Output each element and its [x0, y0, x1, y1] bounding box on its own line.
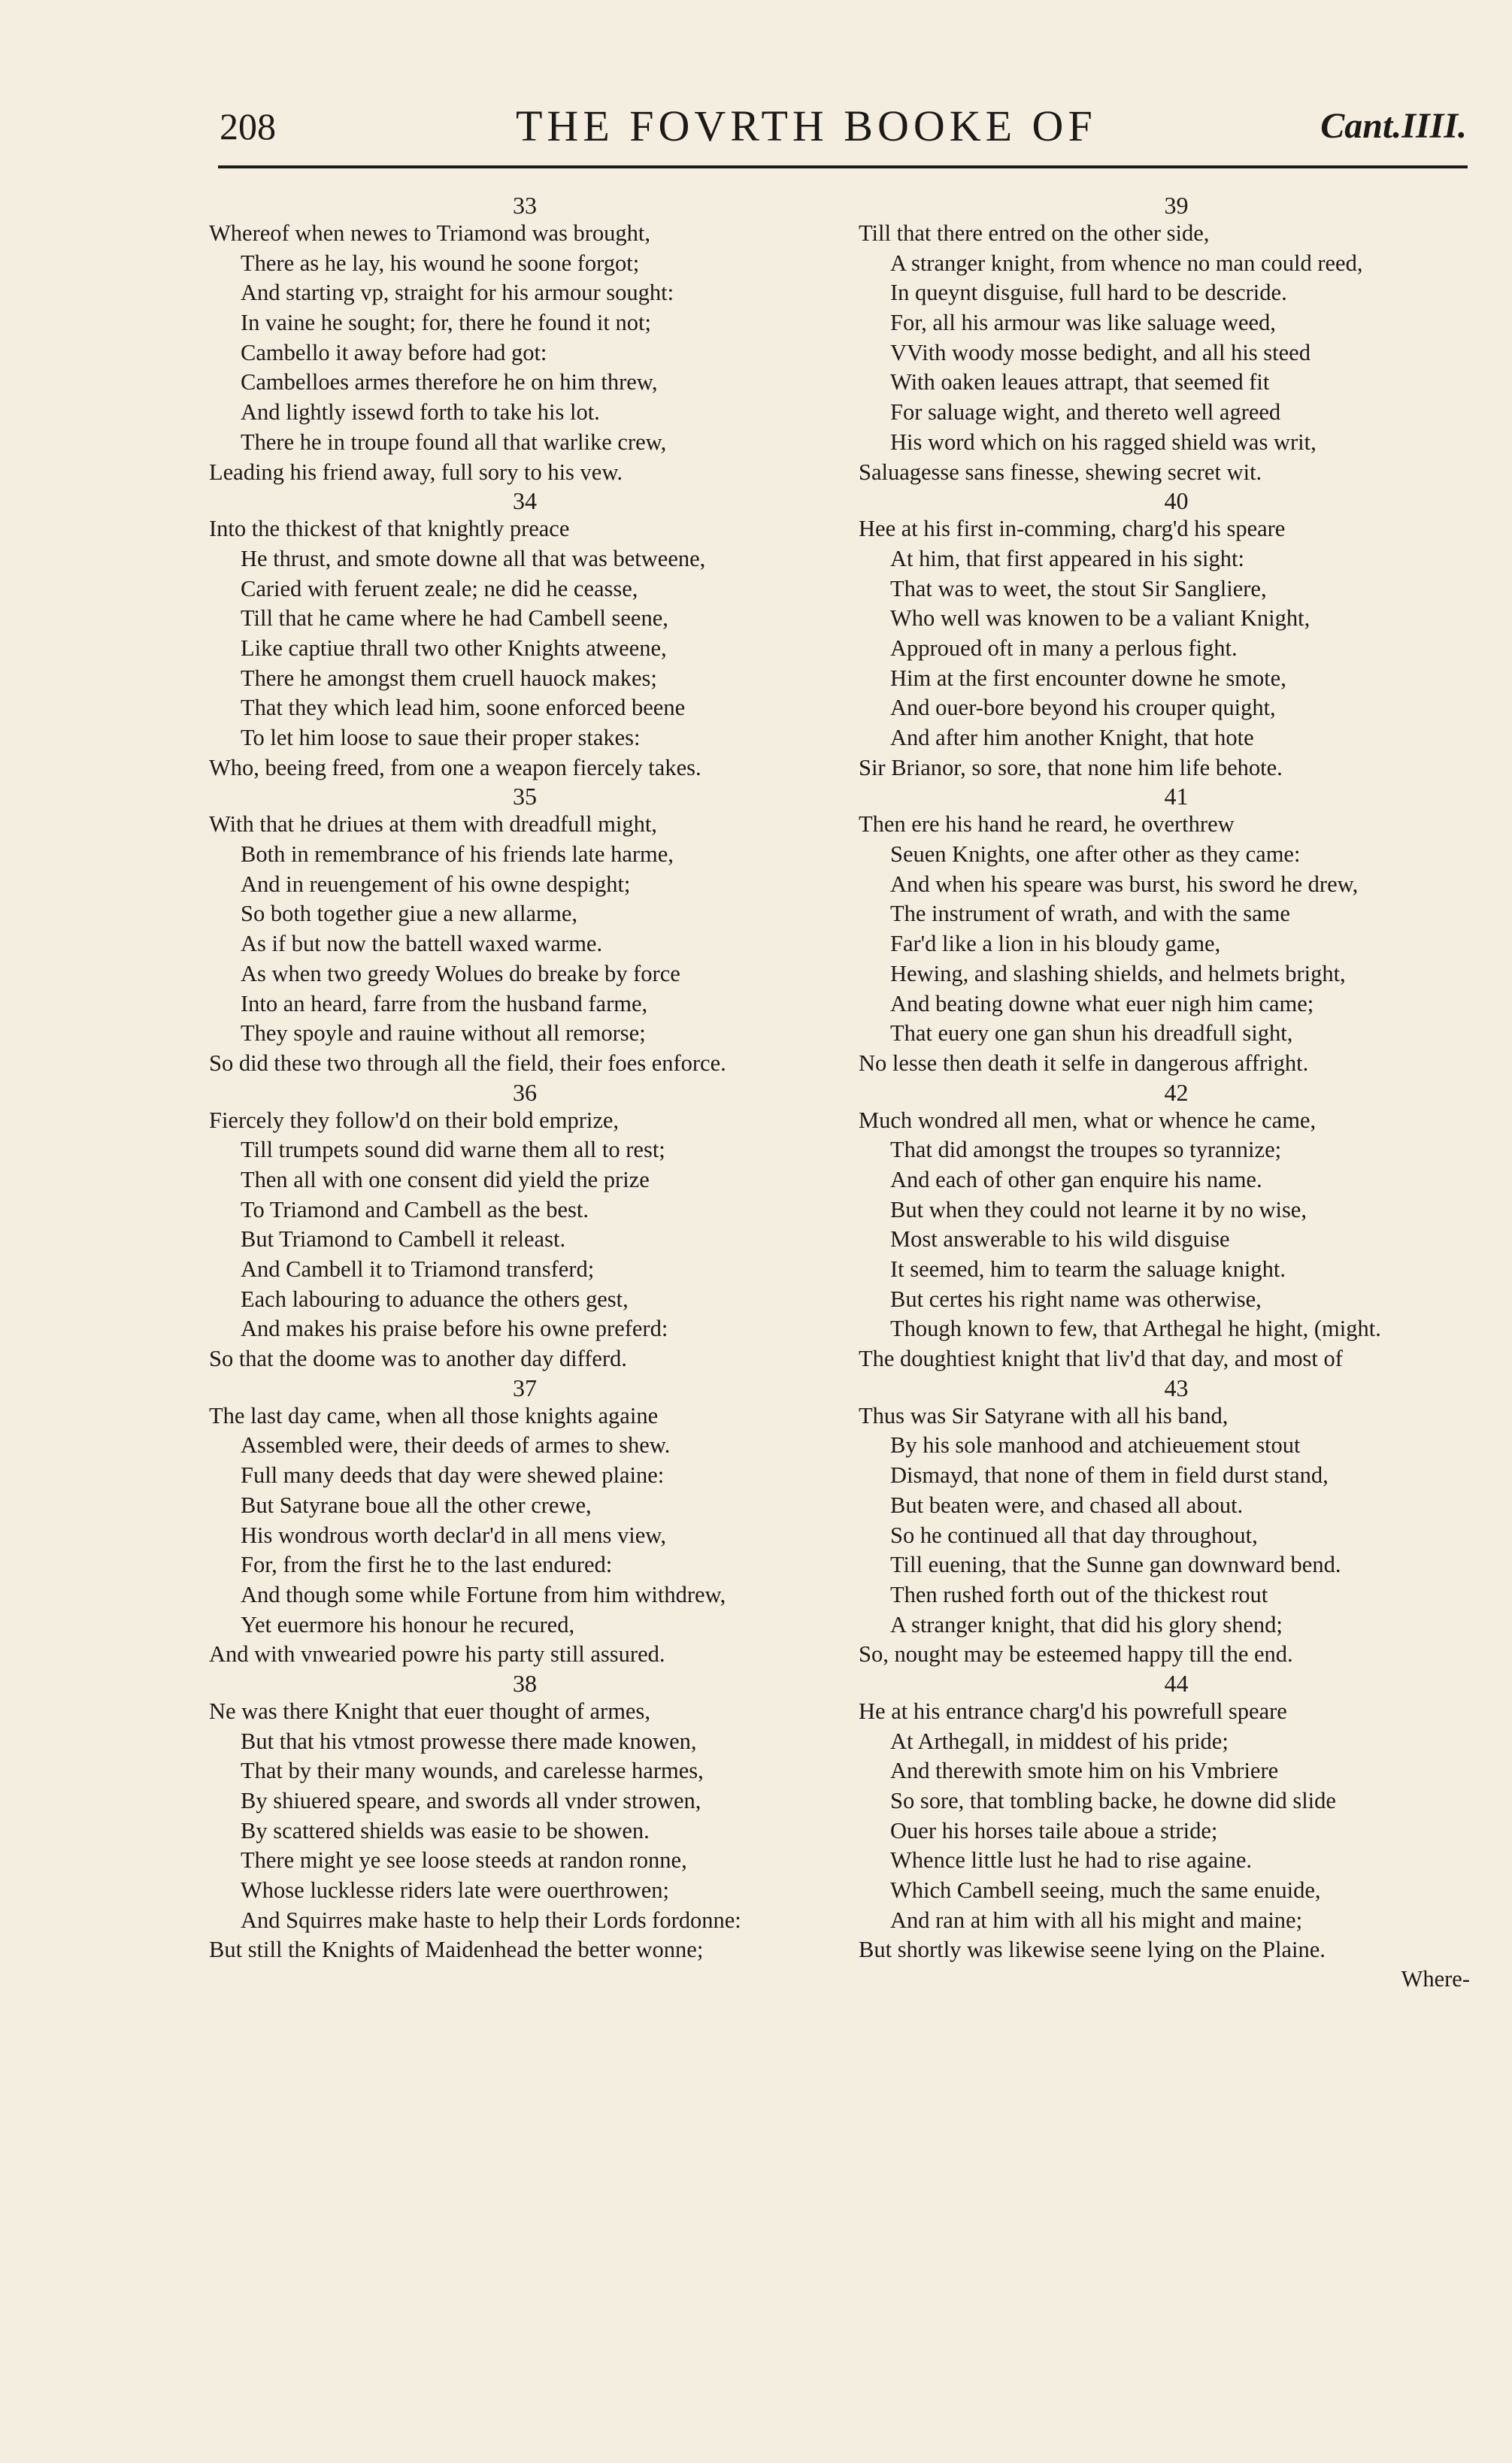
verse-line: And each of other gan enquire his name. [890, 1166, 1262, 1192]
verse-line: That euery one gan shun his dreadfull sight, [890, 1020, 1293, 1047]
verse-line: VVith woody mosse bedight, and all his steed [890, 339, 1311, 365]
verse-line: Whose lucklesse riders late were ouerthrowen; [241, 1877, 669, 1904]
verse-line: A stranger knight, from whence no man could reed, [890, 250, 1363, 276]
verse-line: That was to weet, the stout Sir Sangliere, [890, 575, 1267, 601]
stanza [209, 487, 841, 783]
verse-line: And Cambell it to Triamond transferd; [241, 1256, 595, 1282]
verse-line: For, from the first he to the last endured: [241, 1552, 613, 1578]
verse-line: That did amongst the troupes so tyrannize; [890, 1137, 1282, 1163]
verse-line: Which Cambell seeing, much the same enuide, [890, 1877, 1321, 1904]
verse-line: Leading his friend away, full sory to his vew. [209, 459, 623, 485]
stanza-number: 34 [513, 487, 537, 515]
verse-line: Approued oft in many a perlous fight. [890, 635, 1238, 661]
verse-line: That by their many wounds, and carelesse harmes, [241, 1758, 704, 1784]
verse-line: And though some while Fortune from him withdrew, [241, 1581, 726, 1607]
verse-line: Caried with feruent zeale; ne did he ceasse, [241, 575, 638, 601]
verse-line: There he in troupe found all that warlike crew, [241, 429, 667, 455]
verse-line: And starting vp, straight for his armour sought: [241, 280, 674, 306]
verse-line: Till that there entred on the other side, [859, 220, 1210, 246]
verse-line: And Squirres make haste to help their Lords fordonne: [241, 1907, 741, 1933]
left-column [209, 192, 841, 1965]
verse-line: His wondrous worth declar'd in all mens view, [241, 1522, 666, 1548]
verse-line: Each labouring to aduance the others gest, [241, 1286, 629, 1312]
verse-line: Who, beeing freed, from one a weapon fiercely takes. [209, 754, 701, 780]
verse-line: Ouer his horses taile aboue a stride; [890, 1817, 1218, 1843]
verse-line: But still the Knights of Maidenhead the better wonne; [209, 1937, 704, 1963]
verse-line: Far'd like a lion in his bloudy game, [890, 931, 1221, 957]
verse-line: No lesse then death it selfe in dangerous affright. [859, 1050, 1309, 1076]
verse-line: So, nought may be esteemed happy till the end. [859, 1641, 1293, 1668]
stanza [859, 1670, 1494, 1965]
stanza [209, 783, 841, 1078]
stanza [859, 1079, 1494, 1374]
verse-line: Seuen Knights, one after other as they came: [890, 841, 1301, 868]
verse-line: And makes his praise before his owne preferd: [241, 1316, 668, 1342]
verse-line: They spoyle and rauine without all remorse; [241, 1020, 646, 1047]
verse-line: So that the doome was to another day differd. [209, 1346, 627, 1372]
stanza-number: 35 [513, 783, 537, 810]
verse-line: Dismayd, that none of them in field durst stand, [890, 1462, 1329, 1489]
catchword: Where- [1401, 1966, 1470, 1992]
verse-line: And ouer-bore beyond his crouper quight, [890, 695, 1276, 721]
verse-line: Till that he came where he had Cambell seene, [241, 605, 668, 632]
verse-line: By scattered shields was easie to be showen. [241, 1817, 650, 1843]
stanza [859, 192, 1494, 487]
verse-line: Like captiue thrall two other Knights atweene, [241, 635, 667, 661]
verse-line: But beaten were, and chased all about. [890, 1492, 1244, 1518]
verse-line: Though known to few, that Arthegal he hight, (might. [890, 1316, 1381, 1342]
verse-line: That they which lead him, soone enforced beene [241, 695, 686, 721]
verse-line: Till euening, that the Sunne gan downward bend. [890, 1552, 1341, 1578]
stanza-number: 38 [513, 1669, 537, 1697]
verse-line: Cambelloes armes therefore he on him threw, [241, 369, 658, 395]
stanza-number: 40 [1164, 487, 1189, 515]
verse-line: To let him loose to saue their proper stakes: [241, 725, 641, 750]
verse-line: Fiercely they follow'd on their bold emprize, [209, 1107, 620, 1133]
verse-line: Him at the first encounter downe he smote, [890, 665, 1286, 691]
verse-line: Who well was knowen to be a valiant Knight, [890, 605, 1311, 632]
right-column [859, 192, 1494, 1965]
canto-label: Cant.IIII. [1320, 106, 1467, 146]
verse-line: But shortly was likewise seene lying on the Plaine. [859, 1937, 1326, 1963]
header-rule [218, 165, 1468, 168]
stanza-number: 42 [1164, 1078, 1189, 1106]
stanza [209, 1079, 841, 1374]
verse-line: By his sole manhood and atchieuement stout [890, 1432, 1301, 1459]
stanza-number: 41 [1164, 783, 1189, 810]
verse-line: The last day came, when all those knights againe [209, 1402, 659, 1428]
stanza [209, 1670, 841, 1965]
verse-line: Till trumpets sound did warne them all to rest; [241, 1137, 665, 1163]
verse-line: Hewing, and slashing shields, and helmets bright, [890, 960, 1346, 986]
stanza-number: 33 [513, 192, 537, 219]
verse-line: But that his vtmost prowesse there made knowen, [241, 1728, 697, 1754]
running-title: THE FOVRTH BOOKE OF [516, 101, 1097, 150]
verse-line: Then ere his hand he reard, he overthrew [859, 811, 1235, 838]
verse-line: With oaken leaues attrapt, that seemed fit [890, 369, 1270, 395]
verse-line: Whence little lust he had to rise againe. [890, 1847, 1253, 1874]
verse-line: Hee at his first in-comming, charg'd his speare [859, 516, 1286, 542]
stanza-number: 39 [1164, 192, 1189, 219]
verse-line: So sore, that tombling backe, he downe did slide [890, 1788, 1336, 1813]
verse-line: Most answerable to his wild disguise [890, 1226, 1230, 1253]
verse-line: And ran at him with all his might and maine; [890, 1907, 1303, 1933]
verse-line: As if but now the battell waxed warme. [241, 931, 603, 957]
stanza [209, 1374, 841, 1670]
verse-line: Then all with one consent did yield the prize [241, 1166, 650, 1192]
verse-line: Saluagesse sans finesse, shewing secret wit. [859, 459, 1262, 485]
verse-line: At him, that first appeared in his sight: [890, 545, 1244, 571]
stanza-number: 37 [513, 1374, 537, 1401]
verse-line: And when his speare was burst, his sword he drew, [890, 871, 1359, 897]
verse-line: By shiuered speare, and swords all vnder strowen, [241, 1788, 701, 1813]
stanza-number: 43 [1164, 1374, 1189, 1401]
verse-line: But Triamond to Cambell it releast. [241, 1226, 566, 1253]
stanza-number: 36 [513, 1078, 537, 1106]
page-number: 208 [220, 105, 276, 147]
stanza [859, 487, 1494, 783]
verse-line: In queynt disguise, full hard to be descride. [890, 280, 1287, 306]
verse-line: Into an heard, farre from the husband farme, [241, 990, 648, 1016]
verse-line: He thrust, and smote downe all that was betweene, [241, 545, 706, 571]
verse-line: And beating downe what euer nigh him came; [890, 990, 1314, 1016]
verse-line: And therewith smote him on his Vmbriere [890, 1758, 1279, 1784]
verse-line: Cambello it away before had got: [241, 339, 547, 365]
verse-line: Full many deeds that day were shewed plaine: [241, 1462, 665, 1489]
verse-line: So he continued all that day throughout, [890, 1522, 1258, 1548]
verse-line: Both in remembrance of his friends late harme, [241, 841, 674, 868]
verse-line: There as he lay, his wound he soone forgot; [241, 250, 640, 276]
verse-line: So both together giue a new allarme, [241, 901, 578, 927]
verse-line: Sir Brianor, so sore, that none him life behote. [859, 754, 1283, 780]
verse-line: Ne was there Knight that euer thought of armes, [209, 1698, 650, 1724]
verse-line: The instrument of wrath, and with the same [890, 901, 1290, 927]
verse-line: Assembled were, their deeds of armes to shew. [241, 1432, 671, 1459]
stanza [859, 783, 1494, 1078]
stanza-number: 44 [1164, 1669, 1189, 1697]
verse-line: And after him another Knight, that hote [890, 725, 1254, 750]
verse-line: As when two greedy Wolues do breake by force [241, 960, 680, 986]
stanza [859, 1374, 1494, 1670]
verse-line: But Satyrane boue all the other crewe, [241, 1492, 592, 1518]
verse-line: Whereof when newes to Triamond was brought, [209, 220, 651, 246]
verse-line: So did these two through all the field, their foes enforce. [209, 1050, 726, 1076]
verse-line: A stranger knight, that did his glory shend; [890, 1611, 1283, 1637]
verse-line: There he amongst them cruell hauock makes; [241, 665, 657, 691]
verse-line: The doughtiest knight that liv'd that day, and most of [859, 1346, 1343, 1372]
verse-line: He at his entrance charg'd his powrefull speare [859, 1698, 1287, 1724]
verse-line: And lightly issewd forth to take his lot. [241, 399, 600, 426]
verse-line: In vaine he sought; for, there he found it not; [241, 310, 651, 336]
verse-line: To Triamond and Cambell as the best. [241, 1196, 589, 1222]
verse-line: His word which on his ragged shield was writ, [890, 429, 1317, 455]
verse-line: It seemed, him to tearm the saluage knight. [890, 1256, 1286, 1282]
verse-line: For, all his armour was like saluage weed, [890, 310, 1276, 336]
verse-line: Thus was Sir Satyrane with all his band, [859, 1402, 1229, 1428]
verse-line: Yet euermore his honour he recured, [241, 1611, 575, 1637]
verse-line: With that he driues at them with dreadfull might, [209, 811, 657, 838]
verse-line: Into the thickest of that knightly preace [209, 516, 570, 542]
stanza [209, 192, 841, 487]
verse-line: Then rushed forth out of the thickest rout [890, 1581, 1268, 1607]
verse-line: And in reuengement of his owne despight; [241, 871, 631, 897]
verse-line: There might ye see loose steeds at randon ronne, [241, 1847, 687, 1874]
verse-line: But certes his right name was otherwise, [890, 1286, 1262, 1312]
verse-line: And with vnwearied powre his party still assured. [209, 1641, 665, 1668]
verse-line: At Arthegall, in middest of his pride; [890, 1728, 1229, 1754]
verse-line: But when they could not learne it by no wise, [890, 1196, 1307, 1222]
verse-line: For saluage wight, and thereto well agreed [890, 399, 1281, 426]
verse-line: Much wondred all men, what or whence he came, [859, 1107, 1317, 1133]
